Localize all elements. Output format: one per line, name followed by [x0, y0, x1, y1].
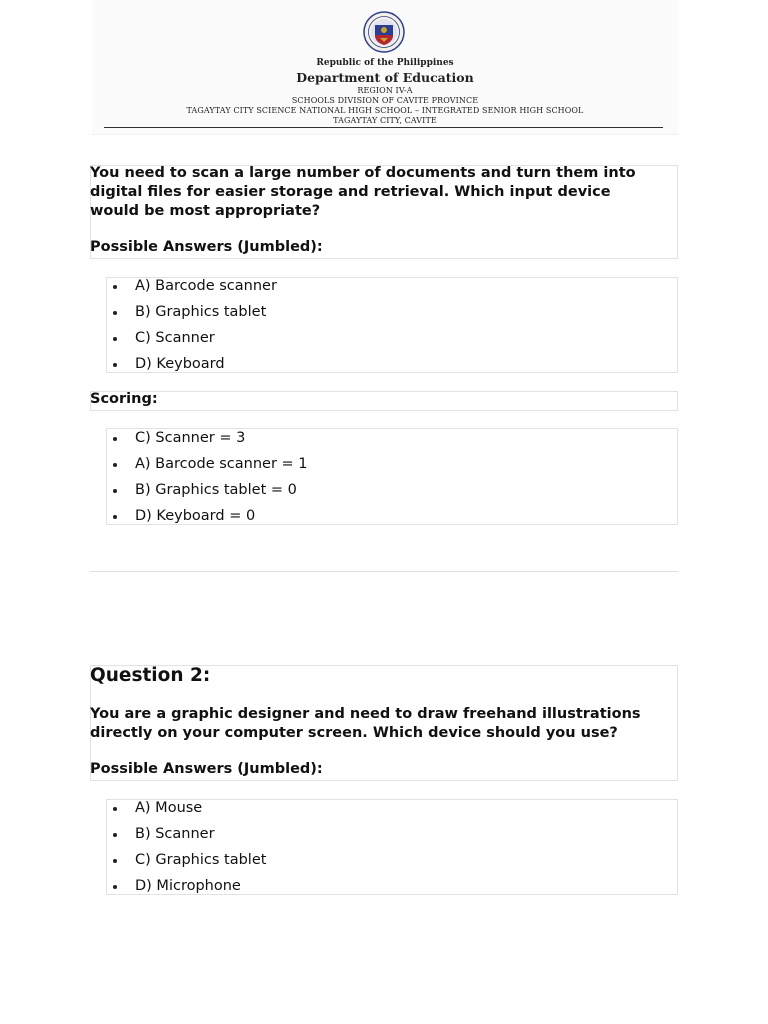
list-item: B) Graphics tablet: [106, 304, 277, 330]
republic-line: Republic of the Philippines: [316, 58, 454, 68]
division-line: SCHOOLS DIVISION OF CAVITE PROVINCE: [291, 96, 479, 105]
list-item: A) Barcode scanner: [106, 278, 277, 304]
list-item: D) Keyboard: [106, 356, 277, 382]
list-item: B) Graphics tablet = 0: [106, 482, 308, 508]
question-2-answers-list: [106, 800, 266, 904]
letterhead-divider: [104, 127, 663, 128]
question-1-answers-list: [106, 278, 277, 382]
list-item: A) Mouse: [106, 800, 266, 826]
list-item: D) Microphone: [106, 878, 266, 904]
question-1-text-line-3: would be most appropriate?: [90, 203, 321, 219]
question-2-text-line-2: directly on your computer screen. Which device should you use?: [90, 725, 618, 741]
scoring-label-box: [90, 391, 678, 411]
question-1-scoring-label: Scoring:: [90, 391, 158, 407]
question-1-text-line-2: digital files for easier storage and retrieval. Which input device: [90, 184, 611, 200]
list-item: B) Scanner: [106, 826, 266, 852]
question-2-answers-label: Possible Answers (Jumbled):: [90, 761, 323, 777]
list-item: C) Scanner: [106, 330, 277, 356]
section-divider: [90, 571, 678, 572]
question-1-scoring-list: [106, 430, 308, 534]
question-2-text-line-1: You are a graphic designer and need to draw freehand illustrations: [90, 706, 641, 722]
question-1-text-line-1: You need to scan a large number of documents and turn them into: [90, 165, 636, 181]
department-line: Department of Education: [296, 70, 474, 85]
list-item: A) Barcode scanner = 1: [106, 456, 308, 482]
region-line: REGION IV-A: [357, 86, 413, 95]
question-2-heading: Question 2:: [90, 665, 211, 686]
school-line: TAGAYTAY CITY SCIENCE NATIONAL HIGH SCHOOL – INTEGRATED SENIOR HIGH SCHOOL: [186, 106, 584, 115]
list-item: C) Scanner = 3: [106, 430, 308, 456]
question-1-answers-label: Possible Answers (Jumbled):: [90, 239, 323, 255]
list-item: D) Keyboard = 0: [106, 508, 308, 534]
list-item: C) Graphics tablet: [106, 852, 266, 878]
letterhead: [92, 0, 678, 135]
deped-seal-icon: [363, 11, 405, 53]
address-line: TAGAYTAY CITY, CAVITE: [333, 116, 437, 125]
